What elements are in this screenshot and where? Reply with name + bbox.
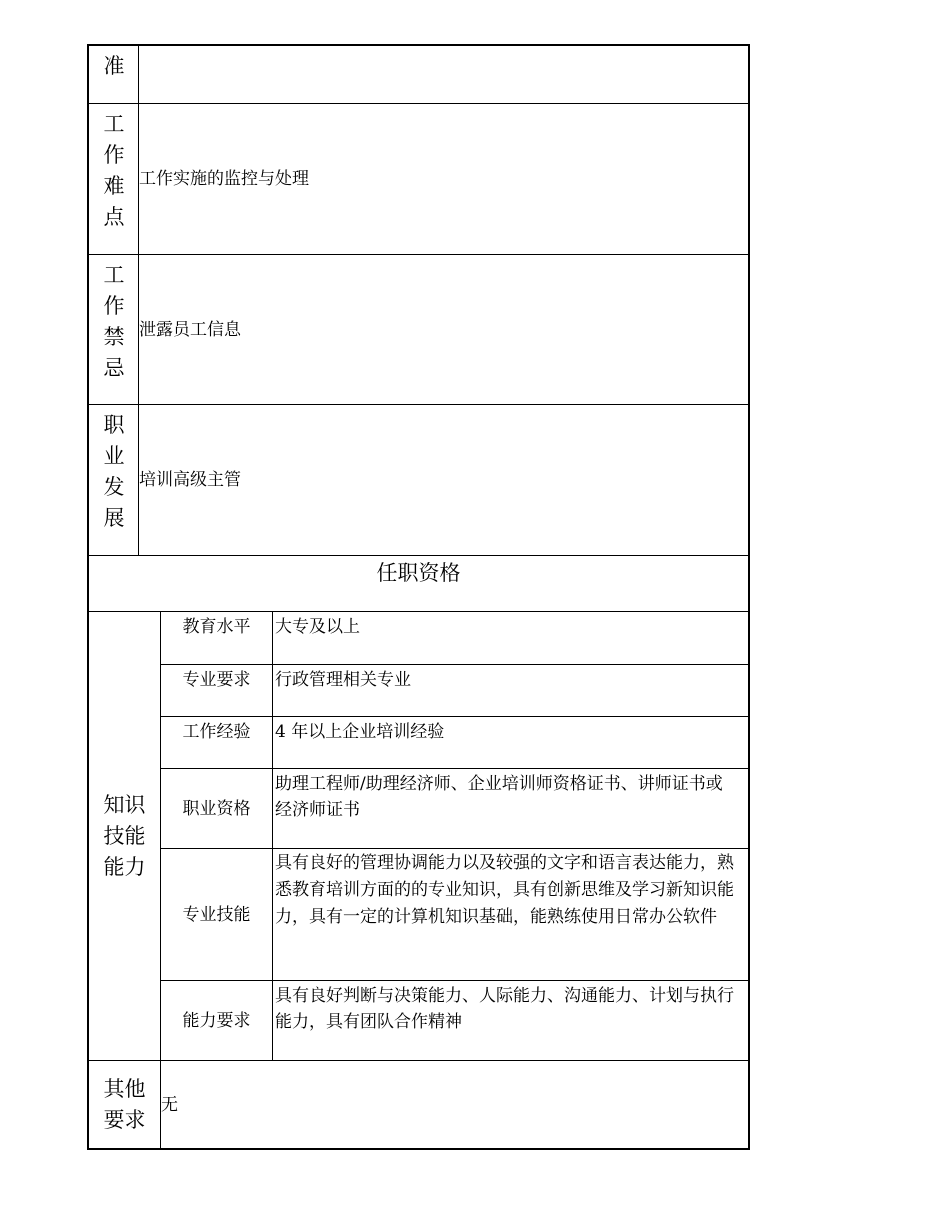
item-value: 行政管理相关专业 — [275, 670, 411, 690]
item-label: 专业技能 — [182, 904, 251, 925]
item-value: 4 年以上企业培训经验 — [275, 722, 445, 742]
experience-label-cell — [161, 717, 272, 768]
certification-label-cell — [161, 769, 272, 848]
row-label: 工作禁忌 — [103, 263, 125, 380]
ability-label-cell — [161, 981, 272, 1060]
item-value: 具有良好的管理协调能力以及较强的文字和语言表达能力，熟悉教育培训方面的的专业知识，具有创新思维及学习新知识能力，具有一定的计算机知识基础，能熟练使用日常办公软件 — [275, 853, 734, 927]
row-label: 工作难点 — [103, 112, 125, 229]
major-value-cell — [273, 665, 748, 716]
professional-skills-label-cell — [161, 849, 272, 980]
other-requirements-label-cell — [89, 1061, 160, 1148]
table-border-bottom — [87, 1148, 750, 1150]
row-taboo-label-cell — [89, 255, 138, 404]
qualification-heading-cell — [89, 556, 748, 611]
ability-value-cell — [273, 981, 748, 1060]
row-standard-content-cell — [139, 46, 748, 103]
item-label: 能力要求 — [182, 1010, 251, 1031]
education-value-cell — [273, 612, 748, 664]
row-content: 泄露员工信息 — [139, 319, 241, 340]
item-label: 职业资格 — [182, 798, 251, 819]
row-content: 培训高级主管 — [139, 470, 241, 490]
other-requirements-value-cell — [161, 1061, 748, 1148]
item-value: 具有良好判断与决策能力、人际能力、沟通能力、计划与执行能力，具有团队合作精神 — [275, 986, 734, 1032]
group-label: 知识技能能力 — [103, 792, 146, 879]
row-taboo-content-cell — [139, 255, 748, 404]
item-label: 教育水平 — [182, 617, 251, 637]
knowledge-skills-group-label-cell — [89, 612, 160, 1060]
qualification-heading: 任职资格 — [376, 561, 461, 585]
row-career-content-cell — [139, 405, 748, 555]
item-value: 大专及以上 — [275, 617, 360, 637]
row-label: 准 — [103, 54, 125, 78]
other-value: 无 — [161, 1094, 178, 1115]
row-content: 工作实施的监控与处理 — [139, 169, 309, 189]
item-label: 工作经验 — [182, 722, 251, 742]
row-career-label-cell — [89, 405, 138, 555]
other-label: 其他要求 — [103, 1076, 146, 1132]
table-border-right — [748, 44, 750, 1150]
education-label-cell — [161, 612, 272, 664]
major-label-cell — [161, 665, 272, 716]
experience-value-cell — [273, 717, 748, 768]
professional-skills-value-cell — [273, 849, 748, 980]
row-difficulty-content-cell — [139, 104, 748, 254]
item-value: 助理工程师/助理经济师、企业培训师资格证书、讲师证书或经济师证书 — [275, 774, 723, 820]
row-label: 职业发展 — [103, 413, 125, 530]
item-label: 专业要求 — [182, 670, 251, 690]
row-difficulty-label-cell — [89, 104, 138, 254]
certification-value-cell — [273, 769, 748, 848]
row-standard-label-cell — [89, 46, 138, 103]
